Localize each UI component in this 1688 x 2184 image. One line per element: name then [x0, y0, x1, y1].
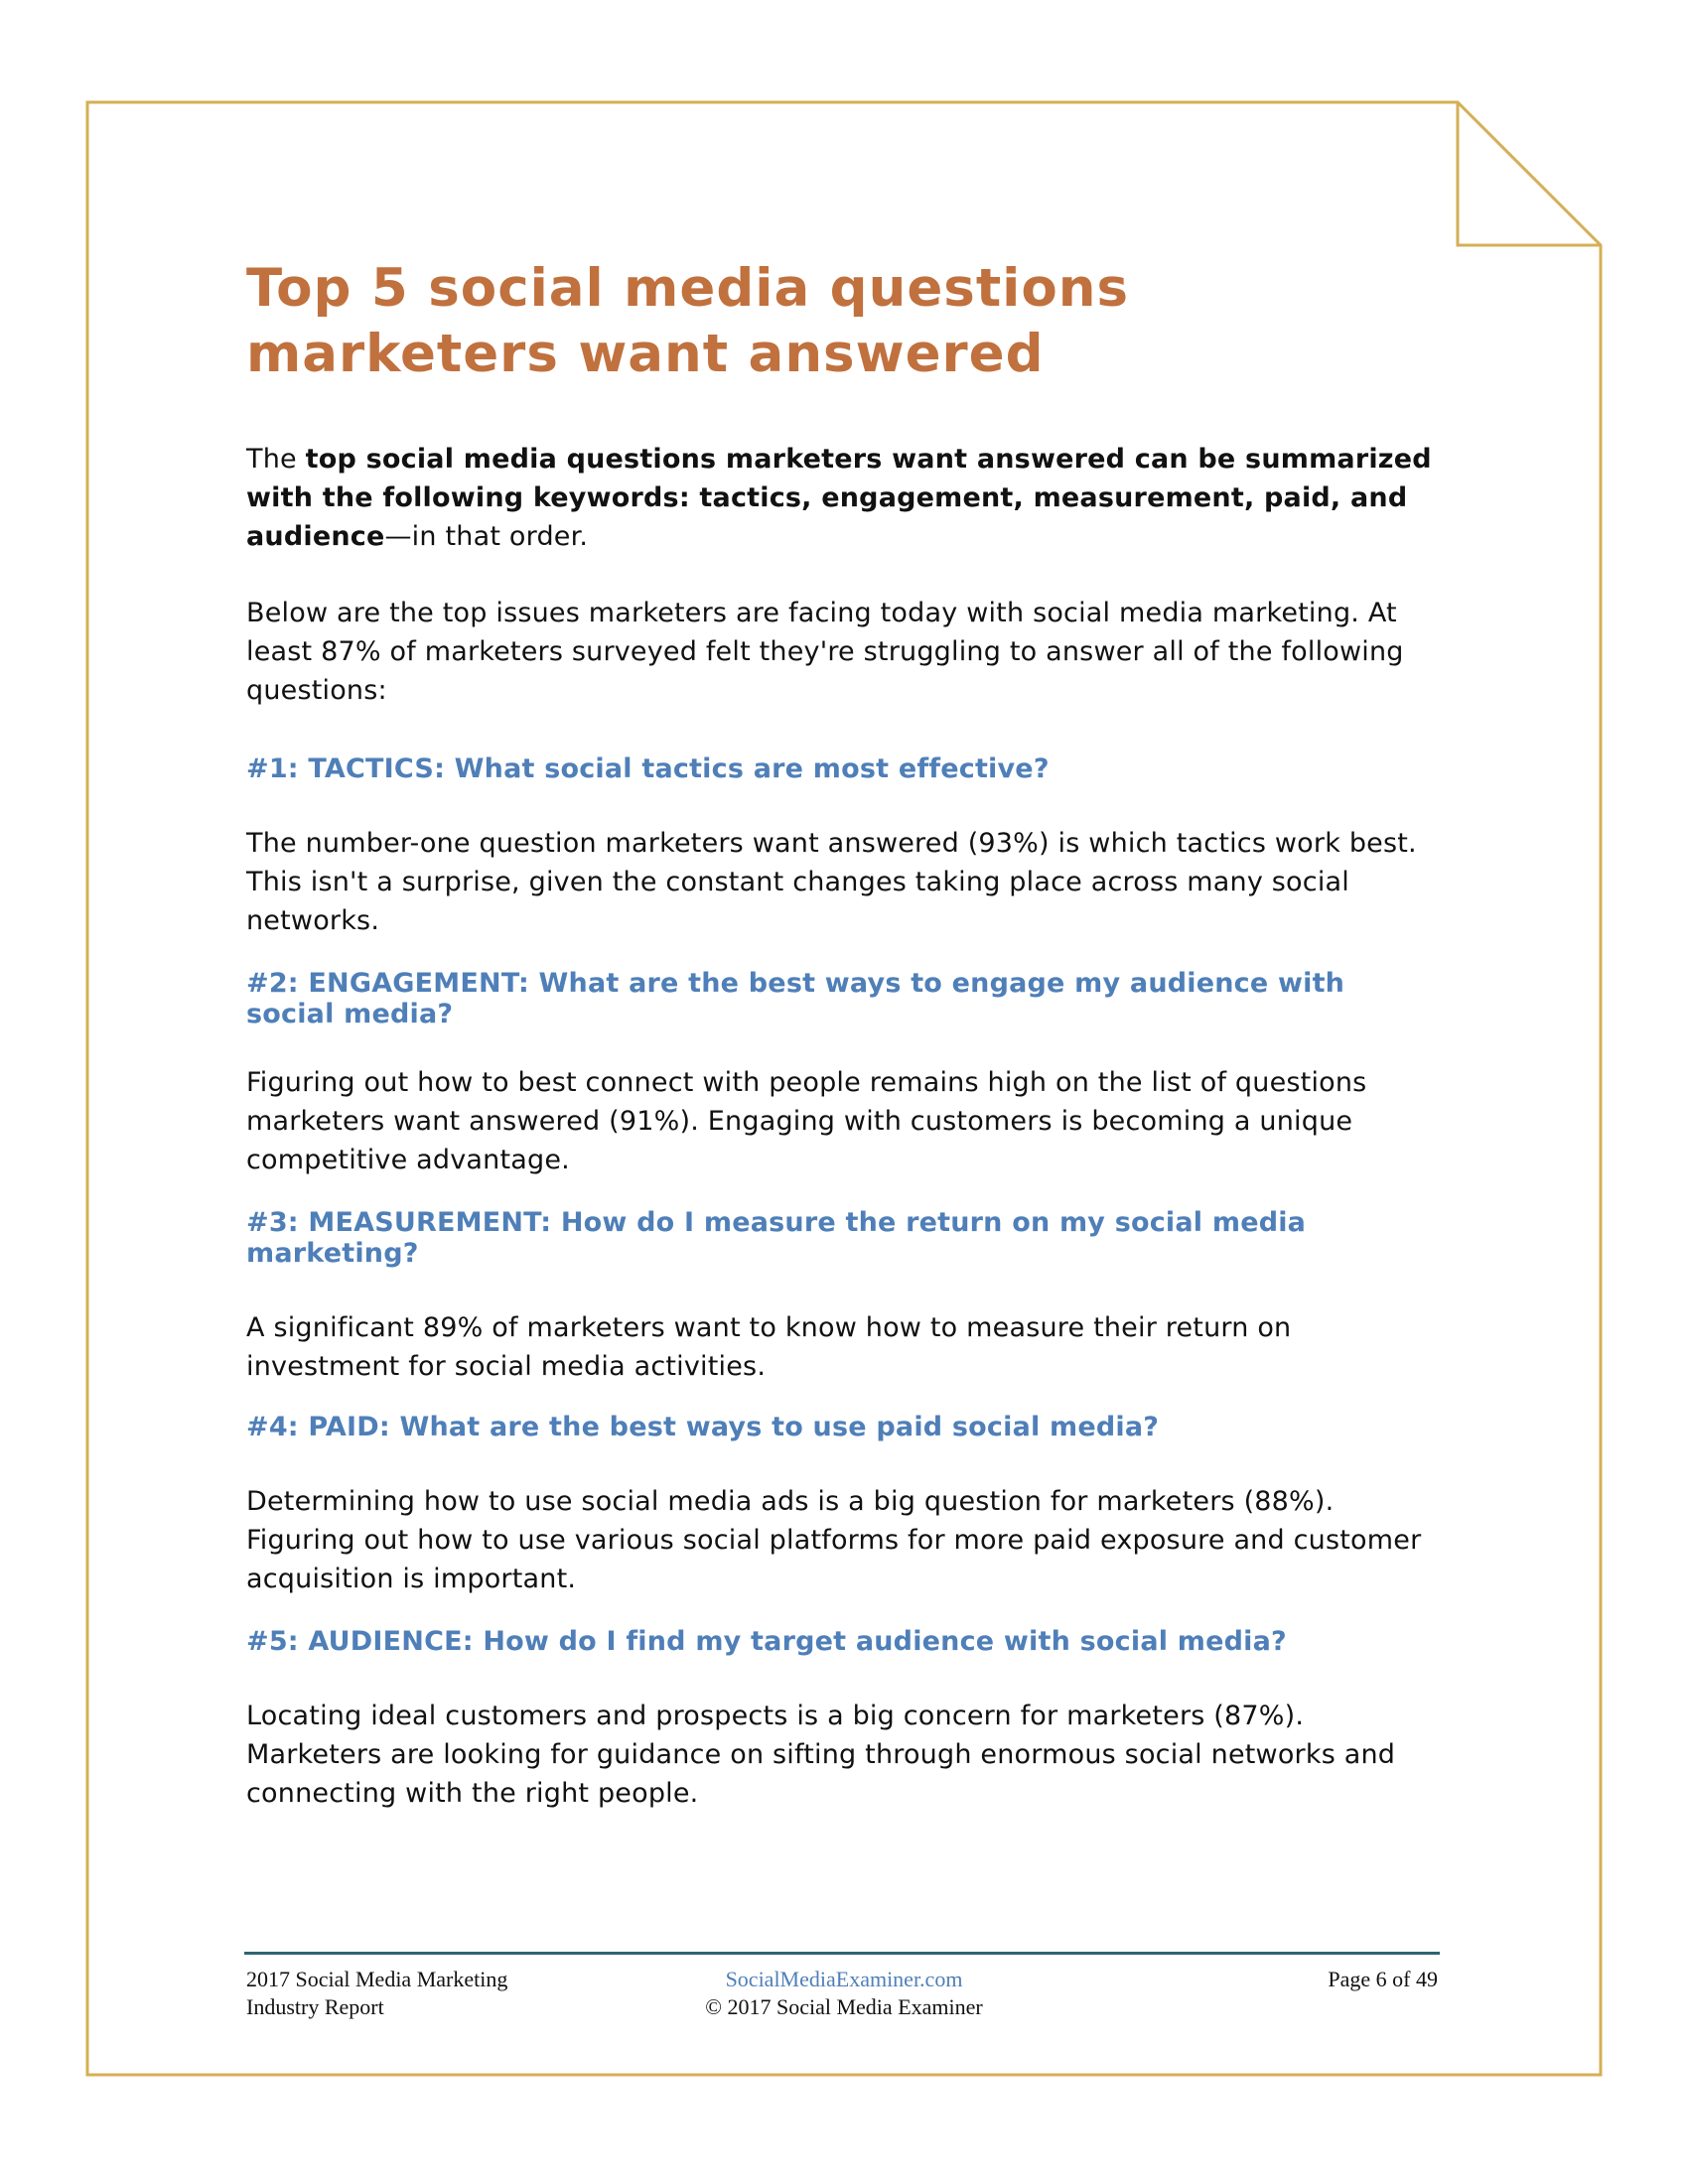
- question-5-heading: #5: AUDIENCE: How do I find my target audience with social media?: [246, 1626, 1287, 1657]
- page-title: Top 5 social media questions marketers want answered: [246, 258, 1130, 384]
- footer-copyright: © 2017 Social Media Examiner: [705, 1994, 983, 2019]
- page-content: [246, 256, 1438, 1813]
- footer-center: [685, 1966, 1003, 2021]
- footer-page-number: Page 6 of 49: [1328, 1967, 1438, 1991]
- question-1-body: The number-one question marketers want answered (93%) is which tactics work best. This isn't a surprise, given the constant changes taking place across many social networks.: [246, 828, 1417, 936]
- footer-report-line1: 2017 Social Media Marketing: [246, 1967, 508, 1991]
- footer-divider: [244, 1952, 1440, 1955]
- question-2-body: Figuring out how to best connect with people remains high on the list of questions marketers want answered (91%). Engaging with customers is becoming a unique competitive advantage.: [246, 1067, 1367, 1175]
- intro-lead: The: [246, 444, 306, 475]
- intro-keywords: top social media questions marketers want answered can be summarized with the following keywords: tactics, engagement, measurement, paid, and audience: [246, 444, 1432, 552]
- question-5-body: Locating ideal customers and prospects is a big concern for marketers (87%). Marketers are looking for guidance on sifting through enormous social networks and connecting with the right people.: [246, 1701, 1396, 1809]
- footer-report-name: [246, 1966, 507, 2021]
- footer-website-link[interactable]: SocialMediaExaminer.com: [725, 1967, 963, 1991]
- question-3-heading: #3: MEASUREMENT: How do I measure the return on my social media marketing?: [246, 1207, 1307, 1269]
- intro-tail: —in that order.: [384, 521, 589, 552]
- issues-paragraph: Below are the top issues marketers are facing today with social media marketing. At least 87% of marketers surveyed felt they're struggling to answer all of the following questions:: [246, 598, 1404, 706]
- question-4-body: Determining how to use social media ads is a big question for marketers (88%). Figuring out how to use various social platforms for more paid exposure and customer acquisition is important.: [246, 1486, 1422, 1594]
- intro-paragraph: [246, 440, 1438, 556]
- question-3-body: A significant 89% of marketers want to know how to measure their return on investment for social media activities.: [246, 1312, 1292, 1382]
- question-4-heading: #4: PAID: What are the best ways to use paid social media?: [246, 1412, 1160, 1442]
- question-2-heading: #2: ENGAGEMENT: What are the best ways to engage my audience with social media?: [246, 968, 1345, 1029]
- question-1-heading: #1: TACTICS: What social tactics are most effective?: [246, 753, 1050, 784]
- footer-report-line2: Industry Report: [246, 1994, 384, 2019]
